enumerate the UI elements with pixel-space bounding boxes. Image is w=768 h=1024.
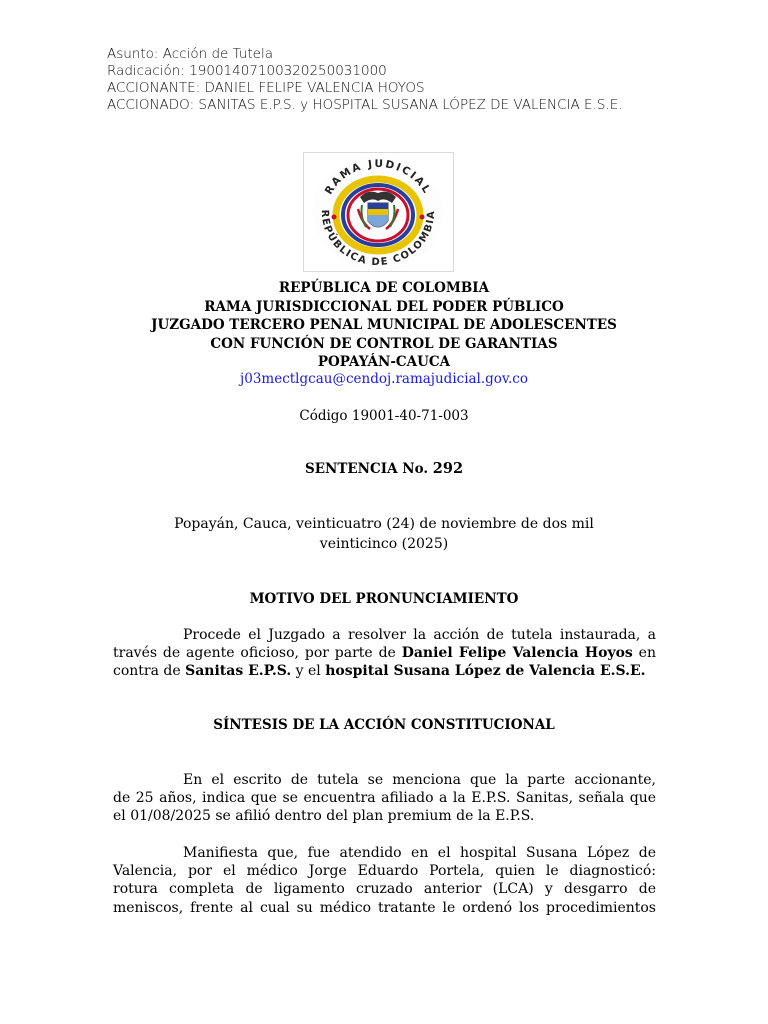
court-header [100, 279, 668, 372]
paragraph-line: el 01/08/2025 se afilió dentro del plan premium de la E.P.S. [113, 808, 535, 825]
accionado-hospital: hospital Susana López de Valencia E.S.E. [325, 663, 646, 680]
seal-bottom-text: REPÚBLICA DE COLOMBIA [318, 209, 438, 269]
accionante-name: Daniel Felipe Valencia Hoyos [401, 645, 633, 662]
paragraph-line: Valencia, por el médico Jorge Eduardo Portela, quien le diagnosticó: [113, 863, 656, 880]
paragraph-sintesis-1 [113, 771, 656, 826]
section-title-sintesis: SÍNTESIS DE LA ACCIÓN CONSTITUCIONAL [213, 717, 555, 733]
paragraph-motivo [113, 626, 656, 681]
header-republic: REPÚBLICA DE COLOMBIA [278, 280, 490, 296]
paragraph-line: través de agente oficioso, por parte de Daniel Felipe Valencia Hoyos en [113, 645, 656, 662]
section-title-motivo: MOTIVO DEL PRONUNCIAMIENTO [249, 591, 519, 607]
header-city: POPAYÁN-CAUCA [317, 354, 451, 370]
date-line [150, 515, 618, 554]
header-rama: RAMA JURISDICCIONAL DEL PODER PÚBLICO [204, 298, 564, 315]
accionante-line: ACCIONANTE: DANIEL FELIPE VALENCIA HOYOS [107, 80, 425, 96]
sentencia-label: SENTENCIA No. [304, 461, 429, 477]
date-line-1: Popayán, Cauca, veinticuatro (24) de noviembre de dos mil [174, 516, 594, 532]
paragraph-line: Manifiesta que, fue atendido en el hospital Susana López de [183, 845, 656, 861]
paragraph-line: de 25 años, indica que se encuentra afiliado a la E.P.S. Sanitas, señala que [113, 790, 656, 807]
sentencia-number: 292 [432, 460, 464, 477]
header-funcion: CON FUNCIÓN DE CONTROL DE GARANTIAS [210, 335, 558, 352]
header-juzgado: JUZGADO TERCERO PENAL MUNICIPAL DE ADOLESCENTES [151, 317, 617, 333]
rama-judicial-seal [303, 152, 454, 272]
sentencia-title [100, 460, 668, 478]
paragraph-line: contra de Sanitas E.P.S. y el hospital Susana López de Valencia E.S.E. [113, 663, 646, 680]
court-email-link[interactable]: j03mectlgcau@cendoj.ramajudicial.gov.co [240, 371, 528, 387]
paragraph-line: rotura completa de ligamento cruzado anterior (LCA) y desgarro de [113, 881, 656, 898]
case-metadata [107, 46, 623, 114]
accionado-eps: Sanitas E.P.S. [185, 663, 292, 680]
paragraph-line: En el escrito de tutela se menciona que la parte accionante, [183, 772, 656, 788]
seal-top-text: RAMA JUDICIAL [322, 157, 434, 197]
seal-emblem-icon [304, 153, 453, 271]
asunto-line: Asunto: Acción de Tutela [107, 46, 274, 62]
paragraph-line: meniscos, frente al cual su médico tratante le ordenó los procedimientos [113, 899, 656, 916]
court-code: Código 19001-40-71-003 [299, 408, 469, 424]
accionado-line: ACCIONADO: SANITAS E.P.S. y HOSPITAL SUSANA LÓPEZ DE VALENCIA E.S.E. [107, 97, 623, 113]
radicacion-line: Radicación: 19001407100320250031000 [107, 63, 387, 79]
paragraph-line: Procede el Juzgado a resolver la acción de tutela instaurada, a [183, 627, 656, 643]
date-line-2: veinticinco (2025) [319, 535, 449, 552]
paragraph-sintesis-2 [113, 844, 656, 917]
